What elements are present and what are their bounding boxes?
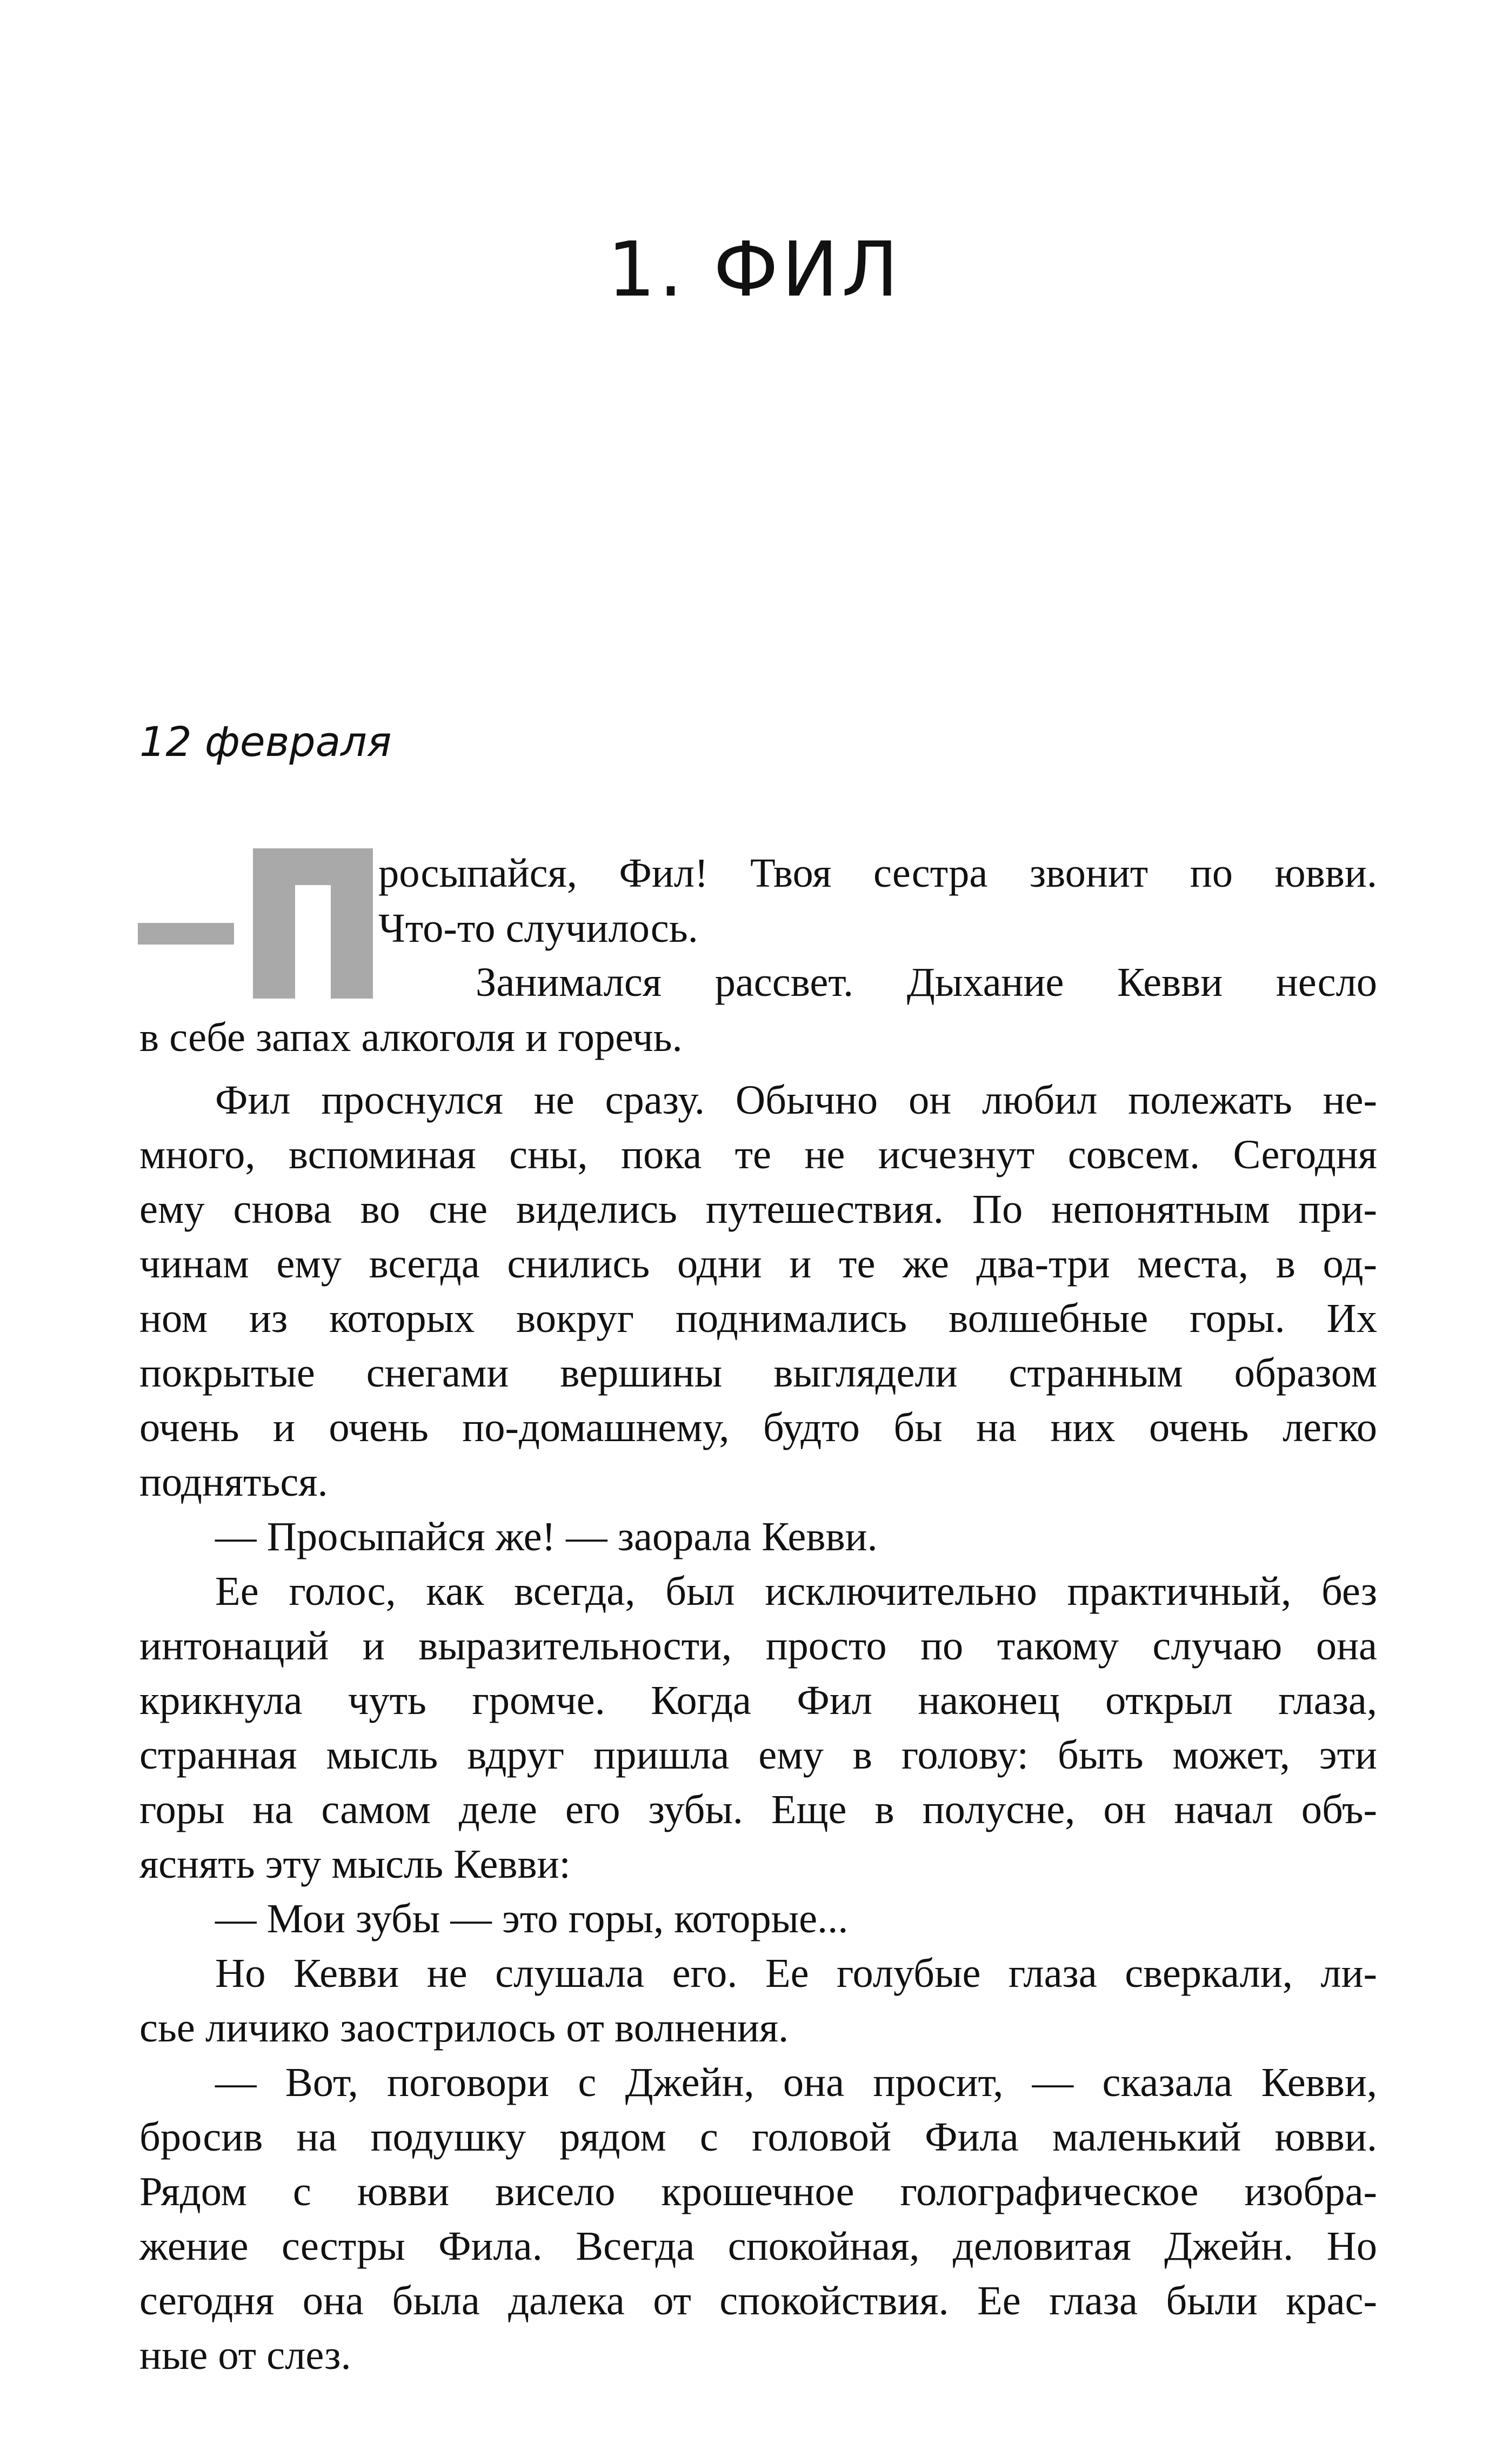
text-line: много, вспоминая сны, пока те не исчезнут совсем. Сегодня [139, 1131, 1377, 1177]
text-line: ном из которых вокруг поднимались волшебные горы. Их [139, 1295, 1377, 1341]
opening-line-3-text: Занимался рассвет. Дыхание Кевви несло [476, 959, 1377, 1005]
text-line: очень и очень по-домашнему, будто бы на них очень легко [139, 1404, 1377, 1450]
opening-line-2: Что-то случилось. [378, 905, 698, 951]
paragraph [139, 1946, 1377, 2055]
text-line: яснять эту мысль Кевви: [139, 1841, 571, 1887]
paragraph [139, 1564, 1377, 1891]
opening-line-1 [378, 850, 1377, 896]
paragraph [139, 1509, 1377, 1564]
text-line: странная мысль вдруг пришла ему в голову: быть может, эти [139, 1732, 1377, 1778]
body-text [139, 1073, 1377, 2382]
text-line: — Мои зубы — это горы, которые... [215, 1896, 849, 1941]
text-line: Фил проснулся не сразу. Обычно он любил полежать не- [215, 1077, 1377, 1123]
text-line: ные от слез. [139, 2332, 351, 2378]
text-line: Но Кевви не слушала его. Ее голубые глаза сверкали, ли- [215, 1950, 1377, 1996]
text-line: подняться. [139, 1459, 328, 1505]
text-line: интонаций и выразительности, просто по такому случаю она [139, 1623, 1377, 1669]
opening-line-3 [476, 959, 1377, 1005]
paragraph [139, 2055, 1377, 2382]
paragraph [139, 1073, 1377, 1509]
text-line: Рядом с ювви висело крошечное голографическое изобра- [139, 2168, 1377, 2214]
text-line: ему снова во сне виделись путешествия. По непонятным при- [139, 1186, 1377, 1232]
text-line: жение сестры Фила. Всегда спокойная, деловитая Джейн. Но [139, 2223, 1377, 2269]
text-line: — Просыпайся же! — заорала Кевви. [215, 1514, 878, 1559]
chapter-title: 1. ФИЛ [607, 226, 902, 314]
text-line: горы на самом деле его зубы. Еще в полусне, он начал объ- [139, 1786, 1377, 1832]
text-line: сье личико заострилось от волнения. [139, 2005, 789, 2051]
text-line: Ее голос, как всегда, был исключительно практичный, без [215, 1568, 1377, 1614]
opening-line-1-text: росыпайся, Фил! Твоя сестра звонит по ювви. [378, 850, 1377, 896]
drop-cap-letter [253, 848, 373, 999]
text-line: сегодня она была далека от спокойствия. Ее глаза были крас- [139, 2278, 1377, 2324]
drop-cap-dash [138, 923, 234, 945]
text-line: крикнула чуть громче. Когда Фил наконец открыл глаза, [139, 1677, 1377, 1723]
text-line: бросив на подушку рядом с головой Фила маленький ювви. [139, 2114, 1377, 2160]
text-line: чинам ему всегда снились одни и те же два-три места, в од- [139, 1241, 1377, 1287]
text-line: — Вот, поговори с Джейн, она просит, — сказала Кевви, [215, 2059, 1377, 2105]
paragraph [139, 1891, 1377, 1946]
opening-line-4: в себе запах алкоголя и горечь. [139, 1014, 683, 1060]
text-line: покрытые снегами вершины выглядели странным образом [139, 1350, 1377, 1396]
date-heading: 12 февраля [139, 718, 392, 766]
